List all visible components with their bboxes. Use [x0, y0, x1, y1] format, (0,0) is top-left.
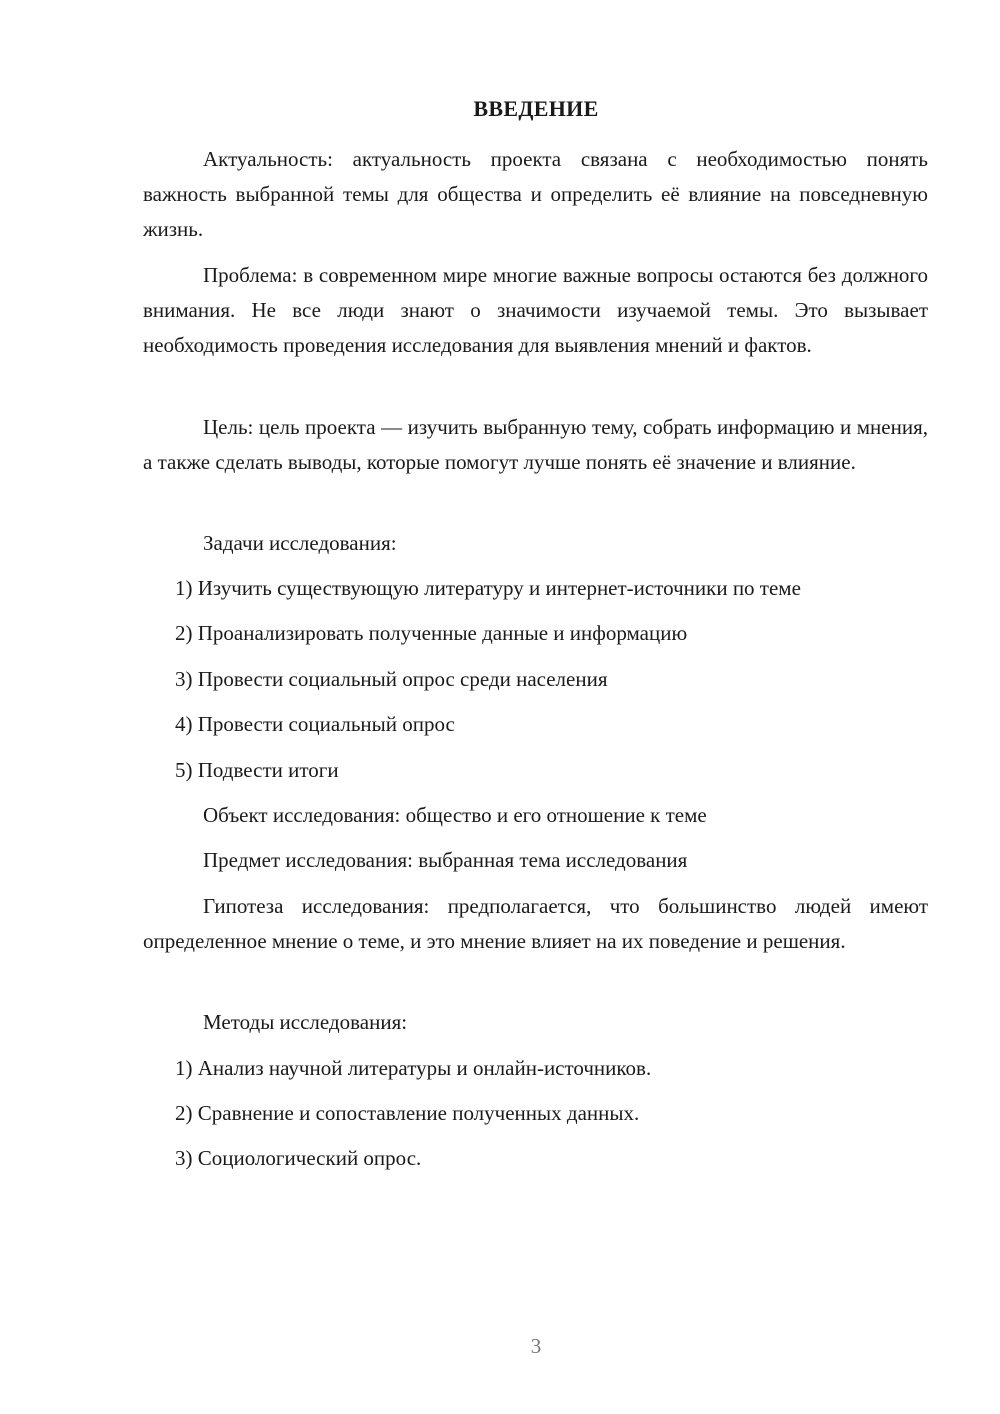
tasks-heading: Задачи исследования: [203, 531, 397, 555]
object-line: Объект исследования: общество и его отношение к теме [203, 803, 707, 827]
task-item: 5) Подвести итоги [175, 758, 339, 782]
task-item: 4) Провести социальный опрос [175, 712, 455, 736]
problem-paragraph: Проблема: в современном мире многие важные вопросы остаются без должного внимания. Не все люди знают о значимости изучаемой темы. Это вызывает необходимость проведения исследования для выявления мнений и фактов. [143, 263, 928, 357]
methods-heading: Методы исследования: [203, 1010, 408, 1034]
method-item: 1) Анализ научной литературы и онлайн-источников. [175, 1056, 652, 1080]
hypothesis-paragraph: Гипотеза исследования: предполагается, что большинство людей имеют определенное мнение о теме, и это мнение влияет на их поведение и решения. [143, 894, 928, 953]
subject-line: Предмет исследования: выбранная тема исследования [203, 848, 688, 872]
task-item: 3) Провести социальный опрос среди населения [175, 667, 608, 691]
page-number: 3 [530, 1334, 542, 1358]
relevance-paragraph: Актуальность: актуальность проекта связана с необходимостью понять важность выбранной темы для общества и определить её влияние на повседневную жизнь. [143, 147, 928, 241]
task-item: 1) Изучить существующую литературу и интернет-источники по теме [175, 576, 801, 600]
method-item: 2) Сравнение и сопоставление полученных данных. [175, 1101, 640, 1125]
page-title: ВВЕДЕНИЕ [473, 96, 599, 121]
task-item: 2) Проанализировать полученные данные и информацию [175, 621, 688, 645]
method-item: 3) Социологический опрос. [175, 1146, 422, 1170]
goal-paragraph: Цель: цель проекта — изучить выбранную тему, собрать информацию и мнения, а также сделать выводы, которые помогут лучше понять её значение и влияние. [143, 415, 928, 474]
